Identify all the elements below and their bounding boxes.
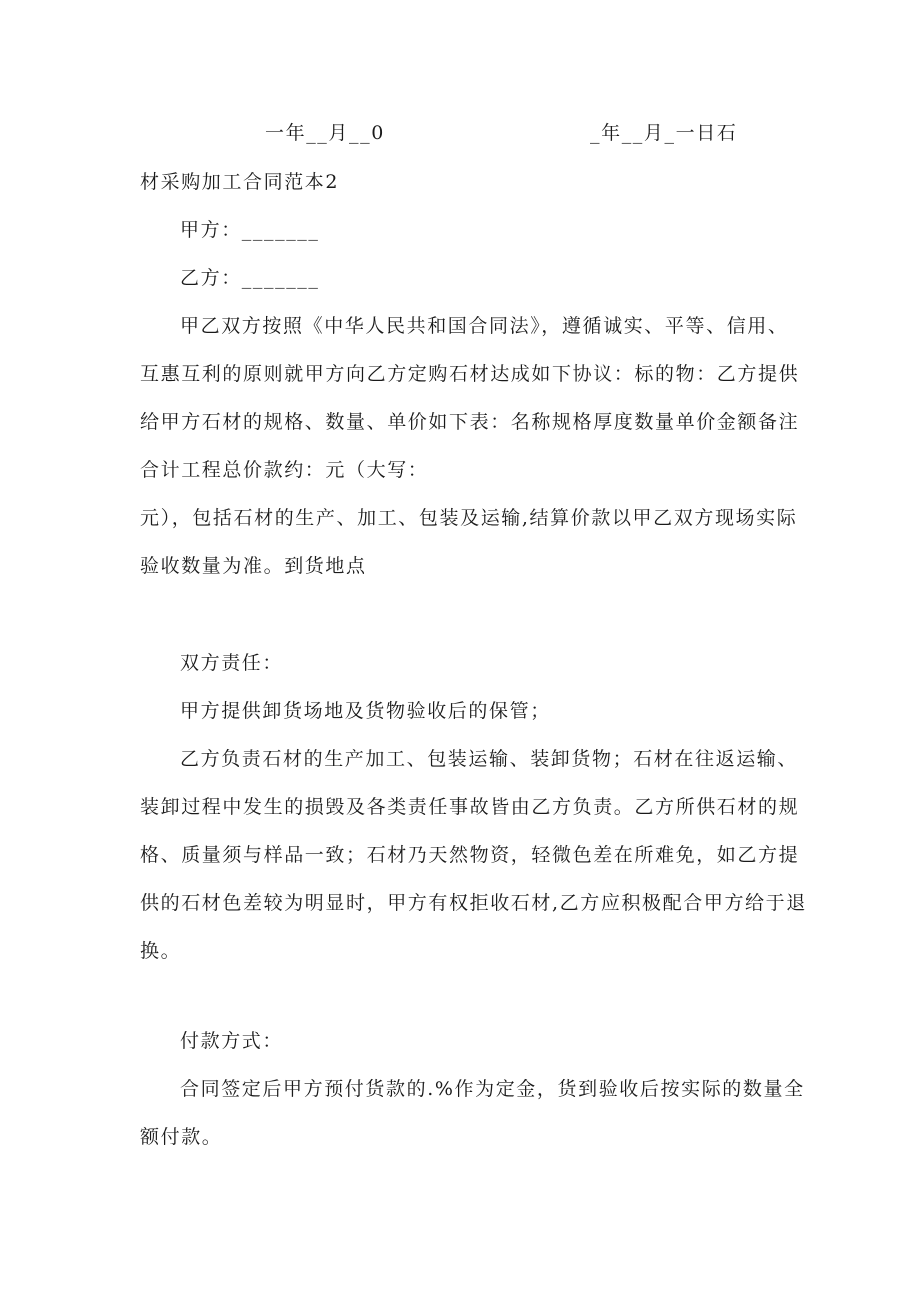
date-left: 一年__月__0 <box>265 122 385 144</box>
intro-line: 合计工程总价款约：元（大写： <box>140 459 429 481</box>
intro-line: 甲乙双方按照《中华人民共和国合同法》，遵循诚实、平等、信用、 <box>180 315 789 337</box>
paragraph-line: 乙方负责石材的生产加工、包装运输、装卸货物；石材在往返运输、 <box>180 748 799 770</box>
intro-line: 元），包括石材的生产、加工、包装及运输,结算价款以甲乙双方现场实际 <box>140 507 798 529</box>
date-right: _年__月_一日石 <box>590 122 738 144</box>
paragraph-line: 供的石材色差较为明显时，甲方有权拒收石材,乙方应积极配合甲方给于退 <box>140 892 807 914</box>
document-title: 材采购加工合同范本2 <box>140 171 340 193</box>
section-heading: 双方责任： <box>180 652 284 674</box>
paragraph-line: 甲方提供卸货场地及货物验收后的保管； <box>180 700 551 722</box>
section-heading: 付款方式： <box>180 1030 284 1052</box>
paragraph-line: 换。 <box>140 940 182 962</box>
paragraph-line: 额付款。 <box>140 1126 223 1148</box>
intro-line: 验收数量为准。到货地点 <box>140 555 367 577</box>
paragraph-line: 格、质量须与样品一致；石材乃天然物资，轻微色差在所难免，如乙方提 <box>140 844 800 866</box>
party-b-line: 乙方：_______ <box>180 267 320 289</box>
intro-line: 互惠互利的原则就甲方向乙方定购石材达成如下协议：标的物：乙方提供 <box>140 363 800 385</box>
intro-line: 给甲方石材的规格、数量、单价如下表：名称规格厚度数量单价金额备注 <box>140 411 800 433</box>
paragraph-line: 装卸过程中发生的损毁及各类责任事故皆由乙方负责。乙方所供石材的规 <box>140 796 800 818</box>
paragraph-line: 合同签定后甲方预付货款的.%作为定金，货到验收后按实际的数量全 <box>180 1078 805 1100</box>
party-a-line: 甲方：_______ <box>180 219 320 241</box>
